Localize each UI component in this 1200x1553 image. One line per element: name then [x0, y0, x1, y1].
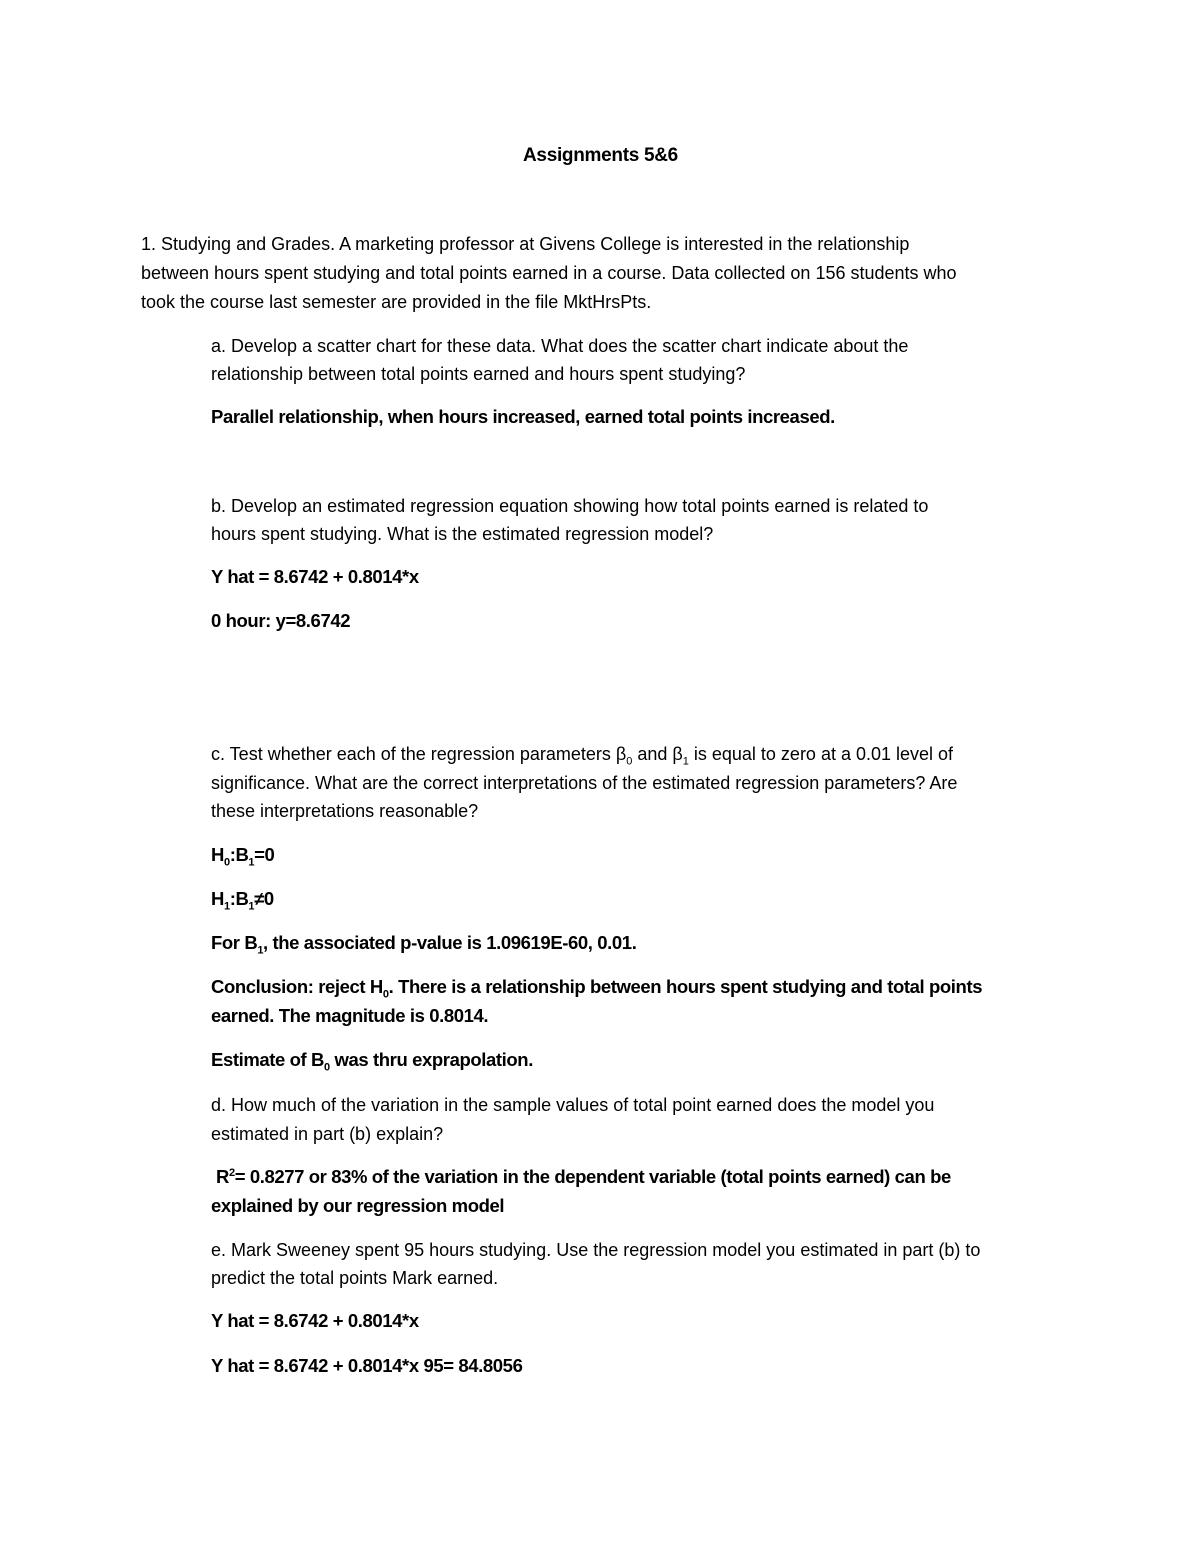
r-squared-superscript: 2 [228, 1166, 235, 1179]
alternative-hypothesis [211, 887, 274, 911]
h0-b: :B [229, 844, 249, 865]
conc-pre: Conclusion: reject H [211, 976, 383, 997]
part-e-question-line-1: e. Mark Sweeney spent 95 hours studying. Use the regression model you estimated in part (b) to [211, 1240, 981, 1260]
part-a-question-line-2: relationship between total points earned and hours spent studying? [211, 364, 746, 384]
part-c-q1-pre: c. Test whether each of the regression parameters β [211, 744, 627, 764]
h1-b-subscript: 1 [248, 900, 255, 913]
part-c-question-line-2: significance. What are the correct interpretations of the estimated regression parameters? Are [211, 773, 958, 793]
h1-subscript: 1 [223, 900, 230, 913]
conc-subscript: 0 [382, 988, 389, 1001]
page-title: Assignments 5&6 [523, 145, 678, 166]
question-text-line-3: took the course last semester are provided in the file MktHrsPts. [141, 292, 652, 312]
beta-0-subscript: 0 [626, 755, 633, 768]
part-d-question-line-2: estimated in part (b) explain? [211, 1124, 444, 1144]
part-a-answer: Parallel relationship, when hours increased, earned total points increased. [211, 406, 835, 427]
pv-subscript: 1 [257, 944, 264, 957]
part-b-question-line-1: b. Develop an estimated regression equation showing how total points earned is related to [211, 496, 929, 516]
beta-1-subscript: 1 [682, 755, 689, 768]
part-c-question-line-3: these interpretations reasonable? [211, 801, 479, 821]
part-b-question-line-2: hours spent studying. What is the estimated regression model? [211, 524, 714, 544]
part-b-answer-equation: Y hat = 8.6742 + 0.8014*x [211, 566, 419, 587]
part-c-question-line-1 [211, 742, 953, 766]
h1-value: ≠0 [254, 888, 274, 909]
part-c-q1-mid: and β [632, 744, 683, 764]
r-squared-r: R [216, 1166, 229, 1187]
est-post: was thru exprapolation. [329, 1049, 533, 1070]
part-e-answer-prediction: Y hat = 8.6742 + 0.8014*x 95= 84.8056 [211, 1355, 523, 1376]
part-e-answer-equation: Y hat = 8.6742 + 0.8014*x [211, 1310, 419, 1331]
h0-value: =0 [254, 844, 275, 865]
h0-b-subscript: 1 [248, 856, 255, 869]
conclusion-line-2: earned. The magnitude is 0.8014. [211, 1005, 489, 1026]
h1-b: :B [229, 888, 249, 909]
conclusion-line-1 [211, 975, 982, 999]
part-e-question-line-2: predict the total points Mark earned. [211, 1268, 499, 1288]
part-d-answer-line-2: explained by our regression model [211, 1195, 505, 1216]
part-d-question-line-1: d. How much of the variation in the sample values of total point earned does the model you [211, 1095, 935, 1115]
part-b-answer-zero-hour: 0 hour: y=8.6742 [211, 610, 351, 631]
p-value-statement [211, 931, 636, 955]
pv-pre: For B [211, 932, 258, 953]
h1-h: H [211, 888, 224, 909]
question-text-line-2: between hours spent studying and total points earned in a course. Data collected on 156 students who [141, 263, 957, 283]
null-hypothesis [211, 843, 274, 867]
est-pre: Estimate of B [211, 1049, 325, 1070]
part-a-question-line-1: a. Develop a scatter chart for these data. What does the scatter chart indicate about the [211, 336, 909, 356]
h0-subscript: 0 [223, 856, 230, 869]
question-text-line-1: 1. Studying and Grades. A marketing professor at Givens College is interested in the relationship [141, 234, 910, 254]
h0-h: H [211, 844, 224, 865]
part-d-answer-line-1 [216, 1165, 951, 1189]
pv-post: , the associated p-value is 1.09619E-60, 0.01. [263, 932, 637, 953]
conc-post: . There is a relationship between hours spent studying and total points [388, 976, 983, 997]
part-c-q1-post: is equal to zero at a 0.01 level of [688, 744, 954, 764]
r-squared-post: = 0.8277 or 83% of the variation in the dependent variable (total points earned) can be [234, 1166, 951, 1187]
est-subscript: 0 [324, 1061, 330, 1074]
estimate-statement [211, 1048, 533, 1072]
